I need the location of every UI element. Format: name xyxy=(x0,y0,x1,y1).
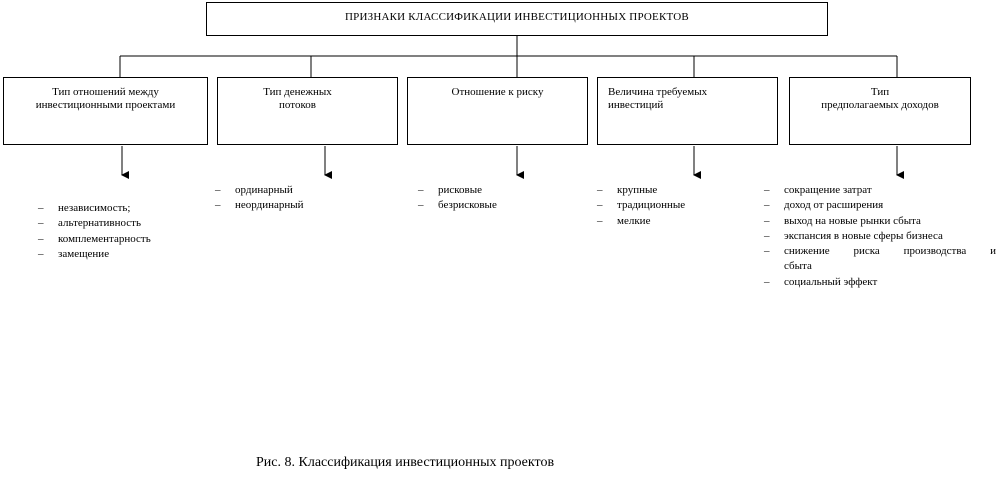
dash-marker: – xyxy=(597,199,603,212)
list-item xyxy=(764,214,996,229)
list-item-text: мелкие xyxy=(617,214,651,227)
dash-marker: – xyxy=(764,184,770,196)
list-item-text: комплементарность xyxy=(58,232,151,245)
dash-marker: – xyxy=(38,217,44,230)
dash-marker: – xyxy=(38,247,44,260)
items-list-relations xyxy=(38,201,213,262)
list-item-text: сокращение затрат xyxy=(784,184,872,196)
dash-marker: – xyxy=(764,275,770,288)
category-title-line: Тип xyxy=(870,86,890,98)
list-item xyxy=(597,198,767,213)
dash-marker: – xyxy=(418,184,424,196)
dash-marker: – xyxy=(418,199,424,212)
list-item xyxy=(764,275,996,290)
category-title-line: Тип денежных xyxy=(263,86,332,98)
list-item-text: неординарный xyxy=(235,199,304,212)
list-item-text: традиционные xyxy=(617,199,686,212)
category-box-income-type xyxy=(789,77,971,145)
dash-marker: – xyxy=(764,229,770,242)
list-item-text: замещение xyxy=(58,247,110,260)
list-item-text: альтернативность xyxy=(58,217,141,230)
list-item xyxy=(38,232,213,247)
category-box-cash-flows xyxy=(217,77,398,145)
category-title-line: Тип отношений между xyxy=(52,86,159,98)
dash-marker: – xyxy=(38,232,44,245)
list-item xyxy=(215,198,385,213)
list-item-text: сбыта xyxy=(784,260,812,273)
list-item xyxy=(38,247,213,262)
category-title-line: Отношение к риску xyxy=(451,86,544,98)
category-title-line: Величина требуемых xyxy=(608,86,708,98)
list-item-text: снижение риска производства и xyxy=(784,245,996,258)
list-item-text: выход на новые рынки сбыта xyxy=(784,214,921,227)
list-item-text: ординарный xyxy=(235,184,293,196)
list-item-continuation xyxy=(764,259,996,274)
category-title-line: потоков xyxy=(279,99,316,111)
list-item xyxy=(764,229,996,244)
dash-marker: – xyxy=(215,184,221,196)
dash-marker: – xyxy=(215,199,221,212)
category-box-relations xyxy=(3,77,208,145)
list-item xyxy=(764,198,996,213)
list-item-text: безрисковые xyxy=(438,199,497,212)
dash-marker: – xyxy=(764,214,770,227)
items-list-income-type xyxy=(764,183,996,290)
root-title: ПРИЗНАКИ КЛАССИФИКАЦИИ ИНВЕСТИЦИОННЫХ ПРОЕКТОВ xyxy=(345,11,689,23)
list-item-text: доход от расширения xyxy=(784,199,884,212)
list-item xyxy=(418,183,578,198)
list-item xyxy=(418,198,578,213)
list-item-text: независимость; xyxy=(58,202,131,214)
items-list-investment-size xyxy=(597,183,767,229)
list-item xyxy=(38,201,213,216)
category-box-risk xyxy=(407,77,588,145)
root-title-box xyxy=(206,2,828,36)
list-item-text: социальный эффект xyxy=(784,275,878,288)
list-item-text: рисковые xyxy=(438,184,483,196)
list-item xyxy=(764,244,996,259)
list-item xyxy=(38,216,213,231)
items-list-risk xyxy=(418,183,578,214)
list-item xyxy=(215,183,385,198)
list-item-text: крупные xyxy=(617,184,658,196)
list-item xyxy=(764,183,996,198)
figure-caption: Рис. 8. Классификация инвестиционных проектов xyxy=(256,455,555,470)
dash-marker: – xyxy=(597,184,603,196)
dash-marker: – xyxy=(764,245,770,258)
list-item xyxy=(597,214,767,229)
dash-marker: – xyxy=(38,202,44,214)
list-item-text: экспансия в новые сферы бизнеса xyxy=(784,229,943,242)
items-list-cash-flows xyxy=(215,183,385,214)
category-title-line: инвестиционными проектами xyxy=(35,99,176,111)
category-title-line: инвестиций xyxy=(608,99,664,111)
category-box-investment-size xyxy=(597,77,778,145)
category-title-line: предполагаемых доходов xyxy=(821,99,939,111)
dash-marker: – xyxy=(764,199,770,212)
list-item xyxy=(597,183,767,198)
dash-marker: – xyxy=(597,214,603,227)
